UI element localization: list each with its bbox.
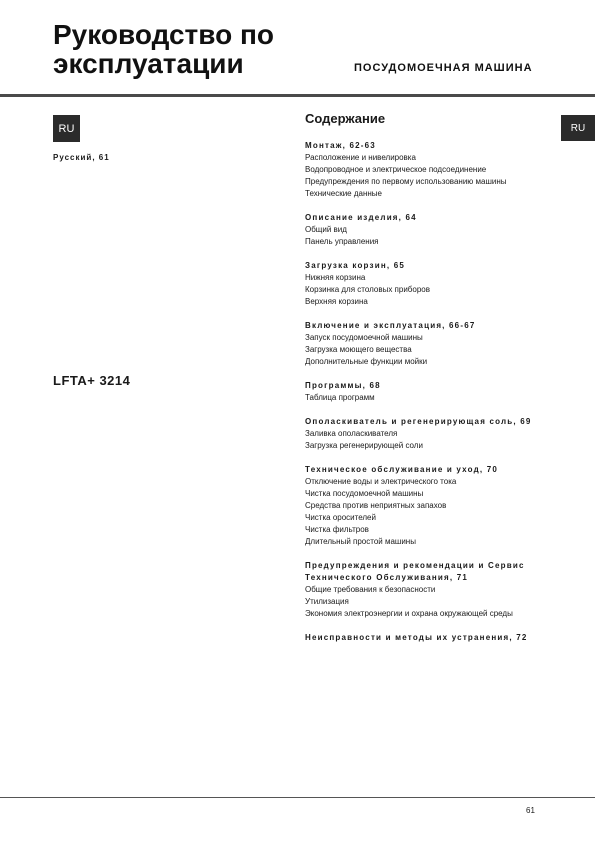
toc-section-heading: Загрузка корзин, 65 <box>305 261 406 270</box>
toc-item: Заливка ополаскивателя <box>305 429 398 438</box>
toc-item: Чистка посудомоечной машины <box>305 489 424 498</box>
toc-section-heading: Включение и эксплуатация, 66-67 <box>305 321 476 330</box>
model-name: LFTA+ 3214 <box>53 373 131 388</box>
toc-item: Чистка оросителей <box>305 513 376 522</box>
page-title-line1: Руководство по <box>53 19 275 50</box>
page-number: 61 <box>526 806 535 815</box>
toc-item: Верхняя корзина <box>305 297 368 306</box>
toc-section-heading: Ополаскиватель и регенерирующая соль, 69 <box>305 417 532 426</box>
toc-item: Длительный простой машины <box>305 537 416 546</box>
toc-item: Общие требования к безопасности <box>305 585 436 594</box>
toc-item: Панель управления <box>305 237 379 246</box>
toc-section <box>305 632 565 644</box>
toc-item: Средства против неприятных запахов <box>305 501 447 510</box>
product-subtitle: ПОСУДОМОЕЧНАЯ МАШИНА <box>354 62 533 74</box>
toc-item: Корзинка для столовых приборов <box>305 285 430 294</box>
toc-section-heading: Технического Обслуживания, 71 <box>305 573 469 582</box>
toc-section <box>305 560 565 620</box>
toc-section <box>305 140 565 200</box>
toc-title: Содержание <box>305 111 386 126</box>
toc-section <box>305 464 565 548</box>
toc-section <box>305 260 565 308</box>
language-tab: RU <box>561 115 595 141</box>
toc-item: Экономия электроэнергии и охрана окружающей среды <box>305 609 513 618</box>
toc-item: Нижняя корзина <box>305 273 366 282</box>
toc-section-heading: Техническое обслуживание и уход, 70 <box>305 465 499 474</box>
page-title <box>53 20 274 78</box>
toc-item: Чистка фильтров <box>305 525 369 534</box>
toc-item: Таблица программ <box>305 393 375 402</box>
toc-item: Загрузка моющего вещества <box>305 345 412 354</box>
toc-item: Утилизация <box>305 597 349 606</box>
footer-divider <box>0 797 595 798</box>
toc-section-heading: Описание изделия, 64 <box>305 213 417 222</box>
toc-section-heading: Программы, 68 <box>305 381 381 390</box>
toc-section <box>305 416 565 452</box>
toc-item: Водопроводное и электрическое подсоединение <box>305 165 487 174</box>
toc-item: Запуск посудомоечной машины <box>305 333 423 342</box>
header-divider <box>0 94 595 97</box>
toc-item: Общий вид <box>305 225 347 234</box>
toc-section <box>305 212 565 248</box>
table-of-contents <box>305 140 565 656</box>
toc-section <box>305 320 565 368</box>
toc-item: Загрузка регенерирующей соли <box>305 441 423 450</box>
toc-item: Предупреждения по первому использованию машины <box>305 177 507 186</box>
toc-section-heading: Неисправности и методы их устранения, 72 <box>305 633 528 642</box>
toc-section <box>305 380 565 404</box>
toc-item: Расположение и нивелировка <box>305 153 416 162</box>
toc-section-heading: Монтаж, 62-63 <box>305 141 376 150</box>
page-title-line2: эксплуатации <box>53 48 244 79</box>
toc-item: Дополнительные функции мойки <box>305 357 428 366</box>
toc-section-heading: Предупреждения и рекомендации и Сервис <box>305 561 525 570</box>
language-badge: RU <box>53 115 80 142</box>
toc-item: Отключение воды и электрического тока <box>305 477 457 486</box>
toc-item: Технические данные <box>305 189 383 198</box>
language-label: Русский, 61 <box>53 153 110 162</box>
